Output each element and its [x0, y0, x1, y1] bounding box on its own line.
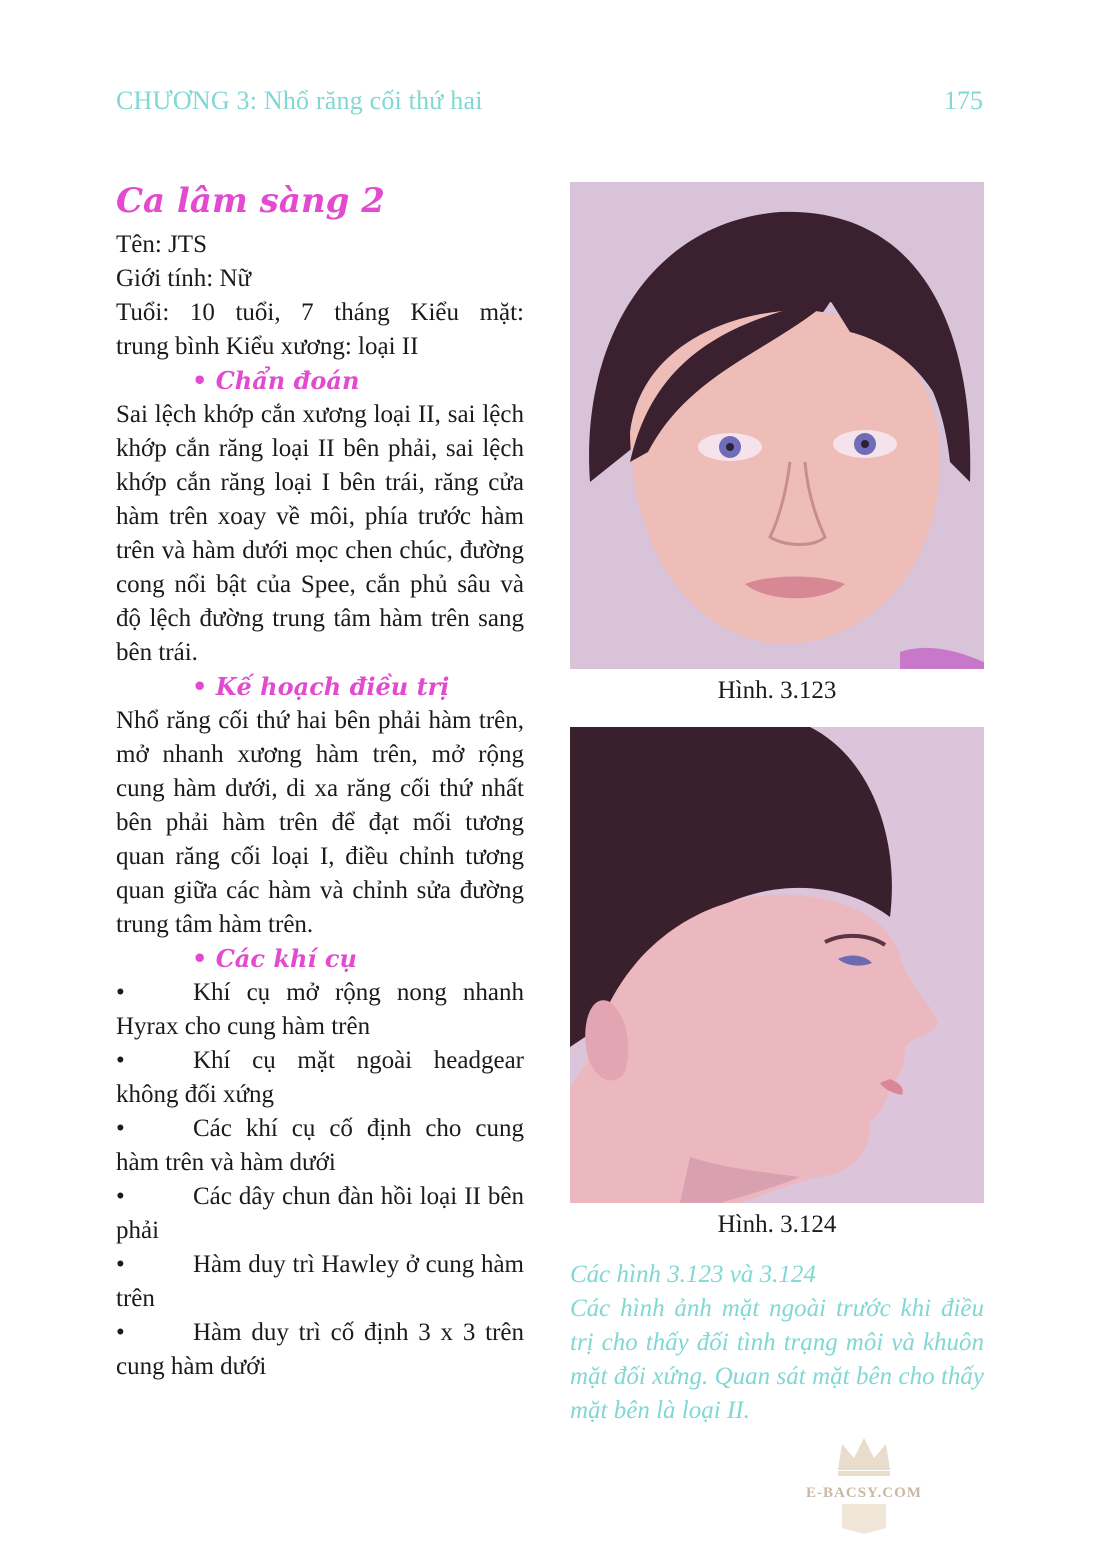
diagnosis-text: Sai lệch khớp cắn xương loại II, sai lệch khớp cắn răng loại II bên phải, sai lệch khớp cắn răng loại I bên trái, răng cửa hàm trên xoay về môi, phía trước hàm trên và hàm dưới mọc chen chúc, đường cong nổi bật của Spee, cắn phủ sâu và độ lệch đường trung tâm hàm trên sang bên trái. [116, 401, 524, 666]
bullet-icon: • [116, 979, 125, 1006]
patient-age-face: Tuổi: 10 tuổi, 7 tháng Kiểu mặt: [116, 299, 524, 326]
profile-face-illustration [570, 727, 984, 1203]
figure-note [570, 1258, 984, 1428]
chapter-header: CHƯƠNG 3: Nhổ răng cối thứ hai [116, 86, 483, 115]
treatment-plan-text: Nhổ răng cối thứ hai bên phải hàm trên, mở nhanh xương hàm trên, mở rộng cung hàm dưới, di xa răng cối thứ nhất bên phải hàm trên để đạt mối tương quan răng cối loại I, điều chỉnh tương quan giữa các hàm và chỉnh sửa đường trung tâm hàm trên. [116, 707, 524, 938]
list-item-text: Khí cụ mở rộng nong nhanh Hyrax cho cung hàm trên [116, 979, 524, 1040]
appliance-list [116, 976, 524, 1384]
figure-3-123-caption: Hình. 3.123 [717, 677, 837, 704]
frontal-face-illustration [570, 182, 984, 669]
figure-note-text: Các hình ảnh mặt ngoài trước khi điều trị cho thấy đối tình trạng môi và khuôn mặt đối xứng. Quan sát mặt bên cho thấy mặt bên là loại II. [570, 1295, 984, 1424]
list-item [116, 1112, 524, 1180]
list-item [116, 1044, 524, 1112]
treatment-plan-heading: • Kế hoạch điều trị [192, 672, 450, 701]
list-item-text: Các khí cụ cố định cho cung hàm trên và hàm dưới [116, 1115, 524, 1176]
appliances-heading: • Các khí cụ [192, 944, 357, 973]
list-item [116, 976, 524, 1044]
list-item [116, 1316, 524, 1384]
list-item-text: Các dây chun đàn hồi loại II bên phải [116, 1183, 524, 1244]
bullet-icon: • [116, 1115, 125, 1142]
list-item-text: Khí cụ mặt ngoài headgear không đối xứng [116, 1047, 524, 1108]
figure-3-124-caption: Hình. 3.124 [717, 1211, 837, 1238]
figure-note-title: Các hình 3.123 và 3.124 [570, 1261, 816, 1288]
list-item [116, 1248, 524, 1316]
list-item-text: Hàm duy trì cố định 3 x 3 trên cung hàm dưới [116, 1319, 524, 1380]
case-text-column [116, 176, 524, 1384]
bullet-icon: • [116, 1183, 125, 1210]
bullet-icon: • [116, 1047, 125, 1074]
case-title: Ca lâm sàng 2 [116, 181, 385, 221]
frontal-face-photo [570, 182, 984, 669]
watermark-text: E-BACSY.COM [806, 1485, 922, 1501]
profile-face-photo [570, 727, 984, 1203]
patient-face-skeletal: trung bình Kiểu xương: loại II [116, 333, 419, 360]
list-item [116, 1180, 524, 1248]
banner-icon [840, 1502, 888, 1536]
bullet-icon: • [116, 1319, 125, 1346]
page-number: 175 [944, 86, 983, 115]
list-item-text: Hàm duy trì Hawley ở cung hàm trên [116, 1251, 524, 1312]
bullet-icon: • [116, 1251, 125, 1278]
patient-gender: Giới tính: Nữ [116, 265, 252, 292]
figure-column [570, 182, 984, 1261]
diagnosis-heading: • Chẩn đoán [192, 366, 360, 395]
watermark [794, 1434, 934, 1541]
crown-icon [834, 1434, 894, 1478]
patient-name: Tên: JTS [116, 231, 207, 258]
